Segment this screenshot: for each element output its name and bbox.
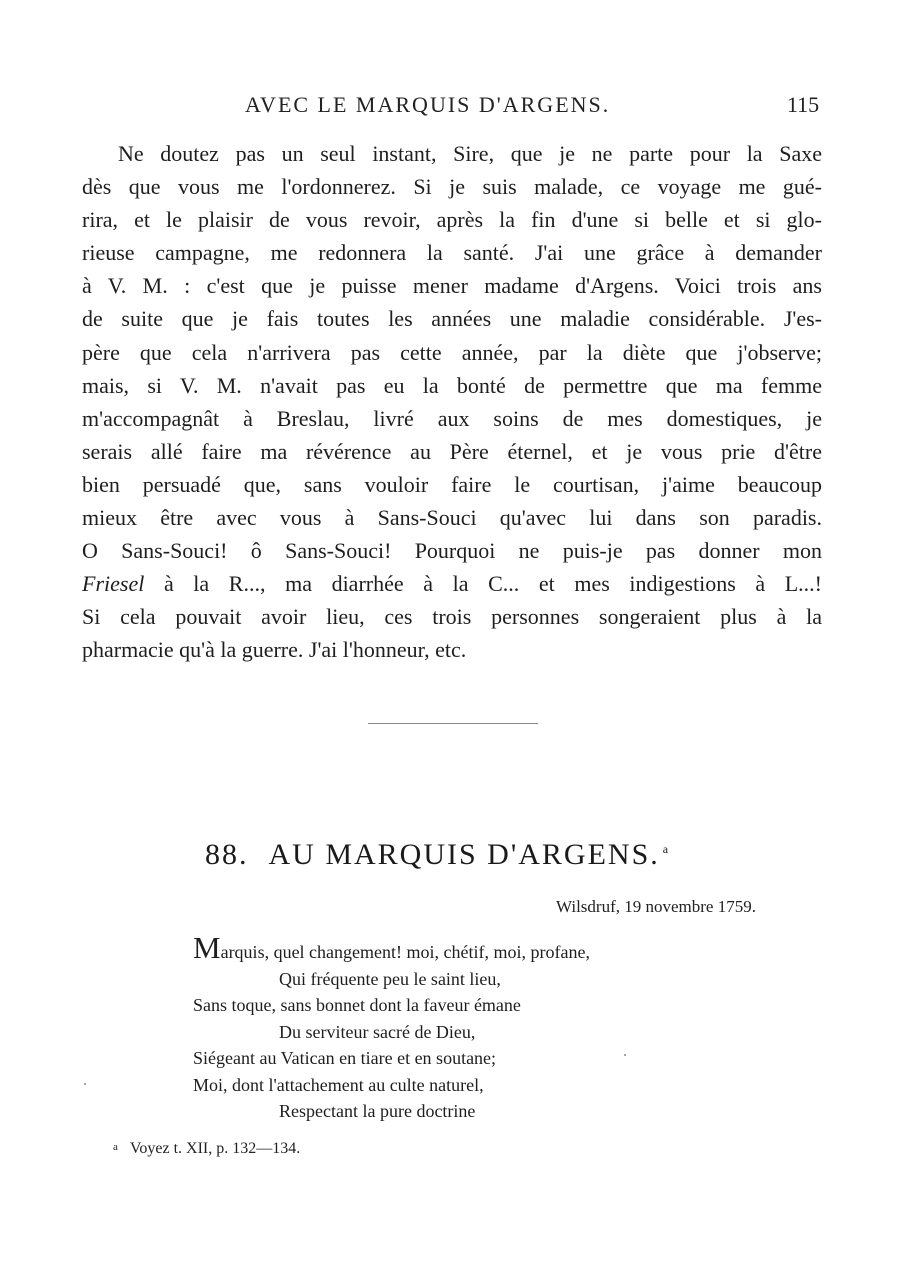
body-line: m'accompagnât à Breslau, livré aux soins de mes domestiques, je xyxy=(82,405,822,431)
verse-line: Sans toque, sans bonnet dont la faveur émane xyxy=(193,995,521,1015)
footnote-marker: a xyxy=(113,1141,118,1153)
letter-number: 88. xyxy=(205,838,249,871)
body-line xyxy=(82,567,822,600)
verse-line: Moi, dont l'attachement au culte naturel, xyxy=(193,1074,484,1095)
body-line: père que cela n'arrivera pas cette année, par la diète que j'observe; xyxy=(82,339,822,365)
footnote xyxy=(113,1140,300,1158)
verse-line-rest: arquis, quel changement! moi, chétif, moi, profane, xyxy=(220,942,590,962)
body-line: de suite que je fais toutes les années une maladie considérable. J'es- xyxy=(82,306,822,332)
footnote-text: Voyez t. XII, p. 132—134. xyxy=(129,1140,301,1157)
body-line: mieux être avec vous à Sans-Souci qu'avec lui dans son paradis. xyxy=(82,505,822,531)
letter-heading xyxy=(205,838,725,872)
verse-line xyxy=(193,930,733,966)
body-line: pharmacie qu'à la guerre. J'ai l'honneur, etc. xyxy=(82,637,467,663)
scan-speck xyxy=(624,1054,626,1056)
page-number: 115 xyxy=(787,92,820,117)
running-head: AVEC LE MARQUIS D'ARGENS. xyxy=(245,92,611,117)
verse-block xyxy=(193,930,733,1125)
verse-line: Respectant la pure doctrine xyxy=(279,1101,476,1121)
footnote-reference: a xyxy=(662,842,669,856)
body-line: à V. M. : c'est que je puisse mener madame d'Argens. Voici trois ans xyxy=(82,273,822,299)
italic-word: Friesel xyxy=(82,571,145,597)
body-line: rira, et le plaisir de vous revoir, après la fin d'une si belle et si glo- xyxy=(82,207,822,233)
verse-line: Du serviteur sacré de Dieu, xyxy=(279,1021,476,1042)
letter-title: AU MARQUIS D'ARGENS. xyxy=(268,838,660,871)
body-line: dès que vous me l'ordonnerez. Si je suis malade, ce voyage me gué- xyxy=(82,174,822,200)
letter-body-text xyxy=(82,137,822,667)
body-line: rieuse campagne, me redonnera la santé. J'ai une grâce à demander xyxy=(82,240,822,266)
drop-cap: M xyxy=(193,930,221,965)
body-line: Ne doutez pas un seul instant, Sire, que je ne parte pour la Saxe xyxy=(118,141,822,166)
body-line: mais, si V. M. n'avait pas eu la bonté de permettre que ma femme xyxy=(82,372,822,398)
scan-speck xyxy=(84,1083,86,1085)
body-line: O Sans-Souci! ô Sans-Souci! Pourquoi ne puis-je pas donner mon xyxy=(82,538,822,564)
dateline: Wilsdruf, 19 novembre 1759. xyxy=(556,897,756,916)
body-line: serais allé faire ma révérence au Père éternel, et je vous prie d'être xyxy=(82,438,822,464)
verse-line: Qui fréquente peu le saint lieu, xyxy=(279,968,501,989)
body-line: bien persuadé que, sans vouloir faire le courtisan, j'aime beaucoup xyxy=(82,471,822,497)
verse-line: Siégeant au Vatican en tiare et en soutane; xyxy=(193,1048,497,1068)
body-line-rest: à la R..., ma diarrhée à la C... et mes indigestions à L...! xyxy=(144,571,822,597)
body-line: Si cela pouvait avoir lieu, ces trois personnes songeraient plus à la xyxy=(82,604,822,630)
section-separator-rule xyxy=(368,723,538,724)
